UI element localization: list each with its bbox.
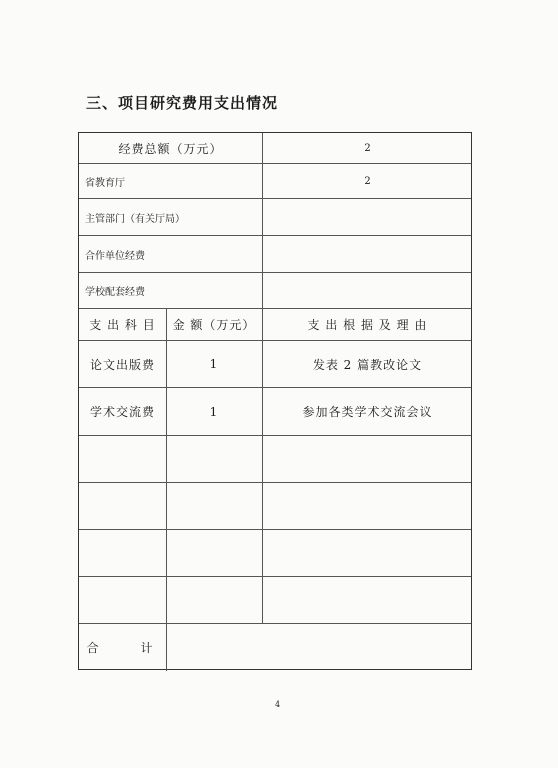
detail-row [79, 436, 471, 483]
summary-label: 经费总额（万元） [118, 141, 223, 156]
detail-item [79, 530, 166, 576]
detail-reason [262, 483, 473, 529]
summary-label: 合作单位经费 [85, 250, 145, 262]
detail-reason: 发表 2 篇教改论文 [312, 357, 423, 372]
detail-item: 学术交流费 [89, 405, 155, 419]
detail-row [79, 530, 471, 577]
detail-amount: 1 [209, 404, 219, 419]
column-divider [166, 309, 167, 671]
summary-value: 2 [364, 175, 371, 187]
column-divider [262, 133, 263, 309]
column-divider [262, 309, 263, 624]
page-number: 4 [275, 700, 281, 709]
detail-row [79, 341, 471, 388]
detail-row [79, 483, 471, 530]
detail-amount [166, 530, 262, 576]
detail-reason [262, 530, 473, 576]
summary-row-school [79, 273, 471, 309]
summary-row-total [79, 133, 471, 164]
summary-value [262, 236, 473, 272]
detail-reason: 参加各类学术交流会议 [302, 405, 433, 419]
summary-row-department [79, 199, 471, 236]
summary-value: 2 [364, 142, 371, 154]
expense-table [78, 132, 472, 670]
summary-value [262, 199, 473, 235]
header-amount: 金 额（万元） [172, 318, 256, 332]
header-item: 支 出 科 目 [89, 318, 156, 332]
summary-row-partner [79, 236, 471, 273]
detail-reason [262, 436, 473, 482]
header-reason: 支 出 根 据 及 理 由 [307, 318, 428, 332]
detail-row [79, 388, 471, 436]
detail-amount [166, 483, 262, 529]
detail-amount [166, 577, 262, 623]
detail-reason [262, 577, 473, 623]
total-row [79, 624, 471, 671]
total-value [166, 624, 473, 671]
summary-label: 学校配套经费 [85, 287, 145, 298]
detail-row [79, 577, 471, 624]
detail-item [79, 483, 166, 529]
detail-header-row [79, 309, 471, 341]
detail-item [79, 436, 166, 482]
detail-item [79, 577, 166, 623]
detail-amount [166, 436, 262, 482]
summary-label: 主管部门（有关厅局） [85, 213, 185, 225]
summary-value [262, 273, 473, 308]
detail-amount: 1 [209, 357, 219, 371]
summary-row-province [79, 164, 471, 199]
detail-item: 论文出版费 [89, 357, 155, 372]
total-label: 合 计 [86, 641, 159, 655]
section-title: 三、项目研究费用支出情况 [86, 94, 279, 112]
summary-label: 省教育厅 [85, 177, 125, 189]
